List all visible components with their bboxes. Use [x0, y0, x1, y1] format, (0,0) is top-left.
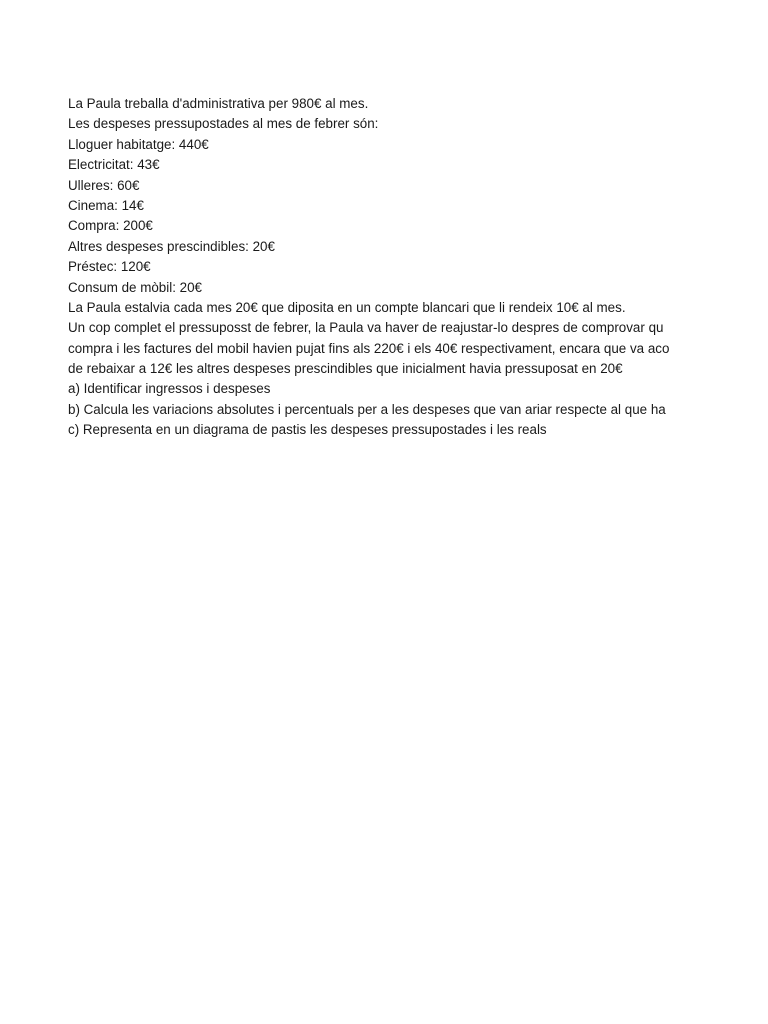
adjustment-line: Un cop complet el pressuposst de febrer, la Paula va haver de reajustar-lo despres de comprovar qu	[68, 320, 664, 336]
expense-item: Ulleres: 60€	[68, 177, 140, 193]
expense-item: Cinema: 14€	[68, 197, 144, 213]
question-a: a) Identificar ingressos i despeses	[68, 381, 271, 397]
exercise-text	[68, 94, 686, 441]
budget-heading: Les despeses pressupostades al mes de febrer són:	[68, 116, 379, 132]
question-b: b) Calcula les variacions absolutes i percentuals per a les despeses que van ariar respecte al que ha	[68, 401, 666, 417]
savings-line: La Paula estalvia cada mes 20€ que diposita en un compte blancari que li rendeix 10€ al mes.	[68, 299, 626, 315]
expense-item: Préstec: 120€	[68, 259, 151, 275]
expense-item: Compra: 200€	[68, 218, 153, 234]
adjustment-line: de rebaixar a 12€ les altres despeses prescindibles que inicialment havia pressuposat en 20€	[68, 361, 623, 377]
expense-item: Lloguer habitatge: 440€	[68, 136, 209, 152]
expense-item: Altres despeses prescindibles: 20€	[68, 238, 275, 254]
adjustment-line: compra i les factures del mobil havien pujat fins als 220€ i els 40€ respectivament, encara que va aco	[68, 340, 670, 356]
expense-item: Electricitat: 43€	[68, 157, 160, 173]
question-c: c) Representa en un diagrama de pastis les despeses pressupostades i les reals	[68, 422, 547, 438]
intro-line: La Paula treballa d'administrativa per 980€ al mes.	[68, 96, 369, 111]
expense-item: Consum de mòbil: 20€	[68, 279, 202, 295]
